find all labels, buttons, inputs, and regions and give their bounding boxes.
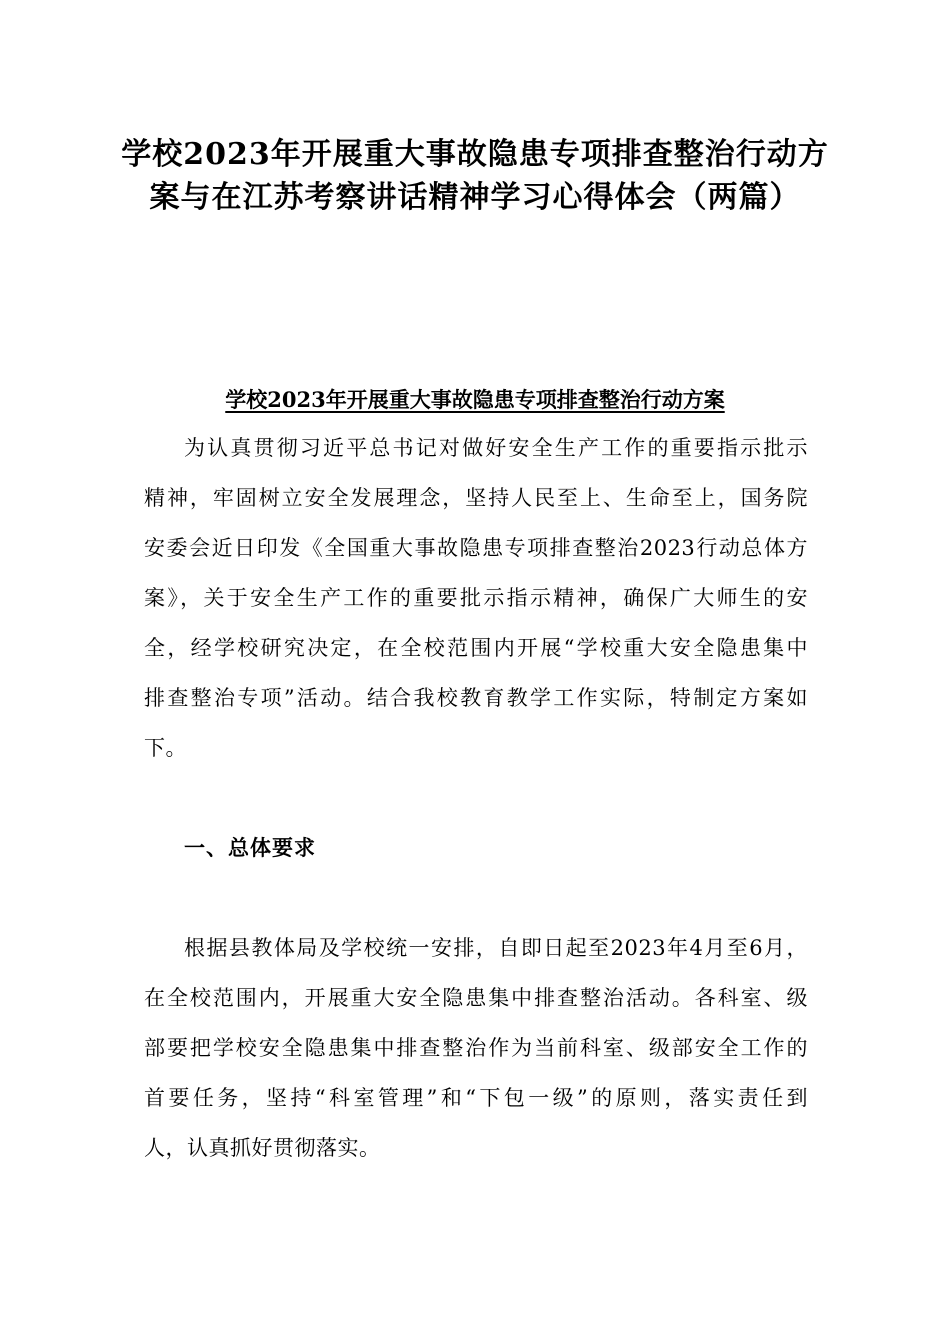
paragraph-line: 根据县教体局及学校统一安排，自即日起至2023年4月至6月， [184,936,808,960]
heading-general-requirements: 一、总体要求 [184,835,316,860]
paragraph-line: 为认真贯彻习近平总书记对做好安全生产工作的重要指示批示 [184,436,808,460]
paragraph-line: 案》，关于安全生产工作的重要批示指示精神，确保广大师生的安 [144,586,808,610]
document-title-line-1: 学校2023年开展重大事故隐患专项排查整治行动方 [121,137,829,172]
paragraph-line: 人，认真抓好贯彻落实。 [144,1136,381,1160]
paragraph-line: 部要把学校安全隐患集中排查整治作为当前科室、级部安全工作的 [144,1036,808,1060]
paragraph-line: 在全校范围内，开展重大安全隐患集中排查整治活动。各科室、级 [144,986,808,1010]
paragraph-line: 首要任务，坚持“科室管理”和“下包一级”的原则，落实责任到 [144,1086,808,1110]
paragraph-line: 安委会近日印发《全国重大事故隐患专项排查整治2023行动总体方 [144,536,808,560]
document-title-line-2: 案与在江苏考察讲话精神学习心得体会（两篇） [149,180,801,215]
paragraph-line: 排查整治专项”活动。结合我校教育教学工作实际，特制定方案如 [144,686,808,710]
paragraph-line: 全，经学校研究决定，在全校范围内开展“学校重大安全隐患集中 [144,636,808,660]
section-title: 学校2023年开展重大事故隐患专项排查整治行动方案 [225,387,725,412]
paragraph-line: 下。 [144,736,187,760]
paragraph-line: 精神，牢固树立安全发展理念，坚持人民至上、生命至上，国务院 [144,486,808,510]
